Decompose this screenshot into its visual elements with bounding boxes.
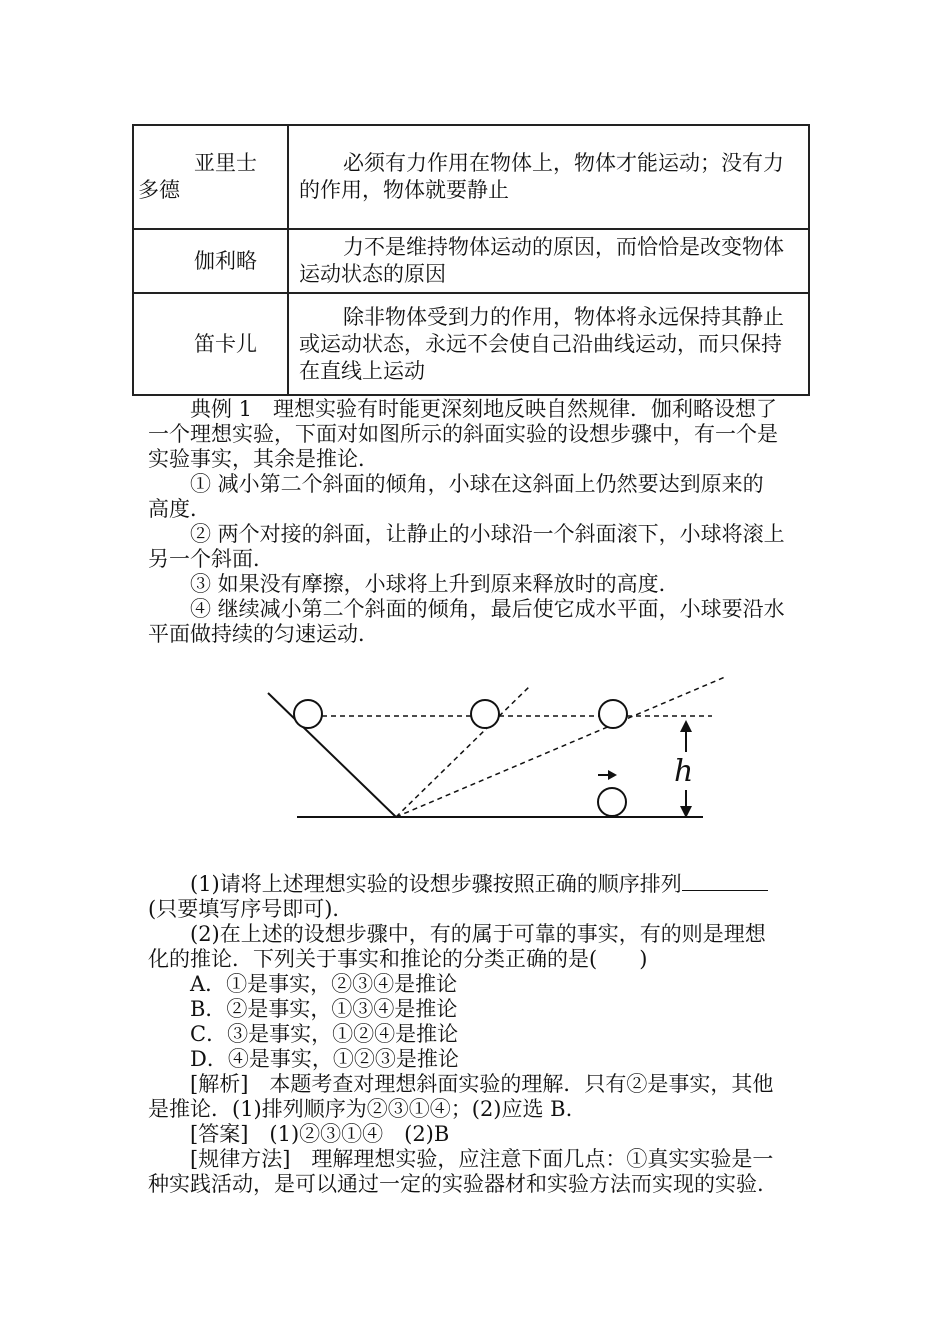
option-c: C．③是事实，①②④是推论	[190, 1022, 459, 1046]
example-text: 实验事实，其余是推论．	[148, 447, 379, 471]
option-b: B．②是事实，①③④是推论	[190, 997, 458, 1021]
step-4: ④ 继续减小第二个斜面的倾角，最后使它成水平面，小球要沿水	[190, 597, 785, 621]
step-1-cont: 高度．	[148, 497, 211, 521]
example-text: 一个理想实验，下面对如图所示的斜面实验的设想步骤中，有一个是	[148, 422, 778, 446]
scientist-name: 伽利略	[133, 229, 288, 293]
motion-arrow-icon	[598, 770, 617, 780]
answer-blank	[682, 872, 768, 891]
shallow-dashed-slope	[396, 677, 725, 817]
steep-dashed-slope	[396, 685, 531, 817]
scientist-view: 必须有力作用在物体上，物体才能运动；没有力 的作用，物体就要静止	[288, 125, 809, 229]
analysis-text: [解析] 本题考查对理想斜面实验的理解．只有②是事实，其他	[190, 1072, 774, 1096]
step-3: ③ 如果没有摩擦，小球将上升到原来释放时的高度．	[190, 572, 680, 596]
analysis-text-cont: 是推论．(1)排列顺序为②③①④；(2)应选 B.	[148, 1097, 573, 1121]
scientist-view: 除非物体受到力的作用，物体将永远保持其静止 或运动状态，永远不会使自己沿曲线运动，而只保持 在直线上运动	[288, 293, 809, 395]
step-2-cont: 另一个斜面．	[148, 547, 274, 571]
scientist-name: 笛卡儿	[133, 293, 288, 395]
option-a: A．①是事实，②③④是推论	[190, 972, 458, 996]
ball-steep	[471, 700, 499, 728]
step-2: ② 两个对接的斜面，让静止的小球沿一个斜面滚下，小球将滚上	[190, 522, 785, 546]
question-1-cont: (只要填写序号即可)．	[148, 897, 354, 921]
question-2-cont: 化的推论．下列关于事实和推论的分类正确的是( )	[148, 947, 648, 971]
question-2: (2)在上述的设想步骤中，有的属于可靠的事实，有的则是理想	[190, 922, 766, 946]
method-text: [规律方法] 理解理想实验，应注意下面几点：①真实实验是一	[190, 1147, 774, 1171]
scientist-name: 亚里士 多德	[133, 125, 288, 229]
example-title: 典例 1 理想实验有时能更深刻地反映自然规律．伽利略设想了	[190, 397, 778, 421]
ball-shallow	[599, 700, 627, 728]
scientist-view: 力不是维持物体运动的原因，而恰恰是改变物体 运动状态的原因	[288, 229, 809, 293]
option-d: D．④是事实，①②③是推论	[190, 1047, 459, 1071]
step-1: ① 减小第二个斜面的倾角，小球在这斜面上仍然要达到原来的	[190, 472, 764, 496]
ball-start	[294, 700, 322, 728]
method-text-cont: 种实践活动，是可以通过一定的实验器材和实验方法而实现的实验.	[148, 1172, 764, 1196]
ball-horizontal	[598, 788, 626, 816]
height-label: h	[674, 754, 694, 789]
question-1: (1)请将上述理想实验的设想步骤按照正确的顺序排列	[190, 872, 860, 897]
answer-text: [答案] (1)②③①④ (2)B	[190, 1122, 450, 1146]
step-4-cont: 平面做持续的匀速运动．	[148, 622, 379, 646]
left-slope	[268, 693, 396, 817]
